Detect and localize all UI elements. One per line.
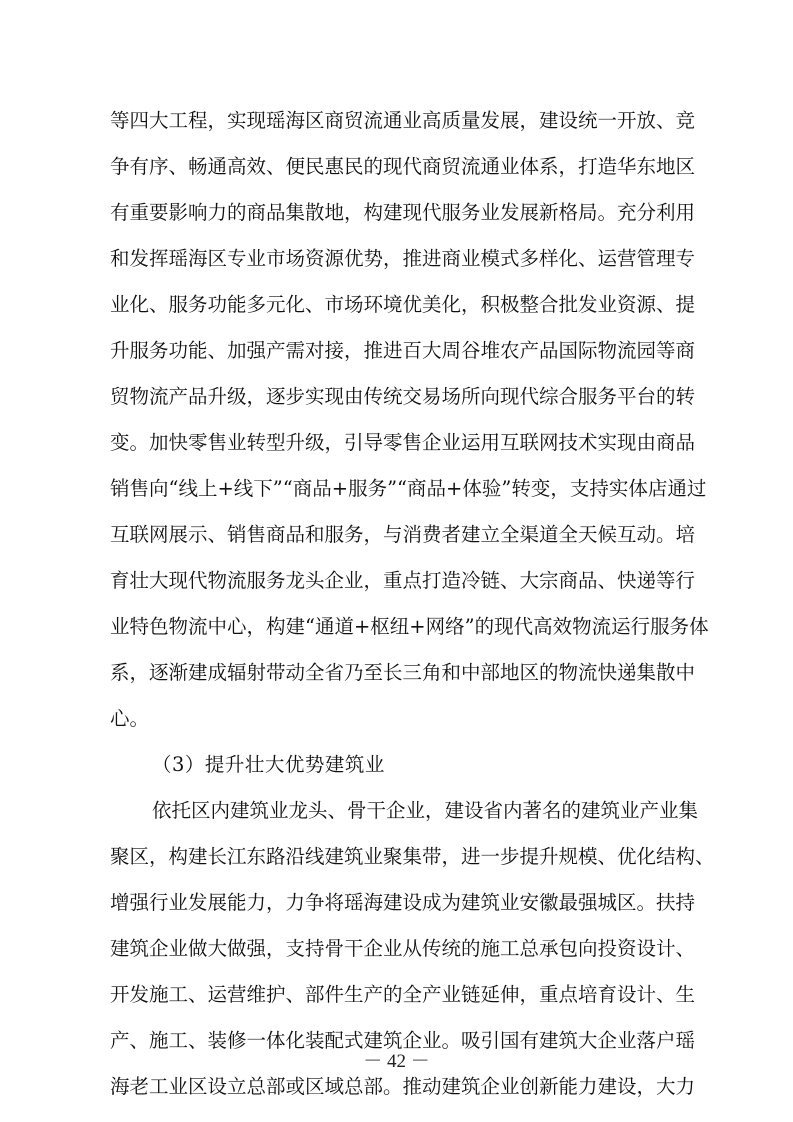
line-text: 和发挥瑶海区专业市场资源优势，推进商业模式多样化、运营管理专 [110,247,696,270]
body-text-line [0,1070,793,1104]
line-text: 销售向“线上+线下”“商品+服务”“商品+体验”转变，支持实体店通过 [110,477,707,500]
body-text-line [0,518,793,552]
body-text-line [0,978,793,1012]
body-text-line [0,610,793,644]
body-text-line [0,932,793,966]
line-text: 业化、服务功能多元化、市场环境优美化，积极整合批发业资源、提 [110,293,696,316]
section-heading [0,748,793,782]
line-text: 有重要影响力的商品集散地，构建现代服务业发展新格局。充分利用 [110,201,696,224]
line-text: 增强行业发展能力，力争将瑶海建设成为建筑业安徽最强城区。扶持 [110,891,696,914]
body-text-line [0,794,793,828]
line-text: 建筑企业做大做强，支持骨干企业从传统的施工总承包向投资设计、 [110,937,696,960]
line-text: 海老工业区设立总部或区域总部。推动建筑企业创新能力建设，大力 [110,1075,696,1098]
line-text: 育壮大现代物流服务龙头企业，重点打造冷链、大宗商品、快递等行 [110,569,696,592]
line-text: 聚区，构建长江东路沿线建筑业聚集带，进一步提升规模、优化结构、 [110,845,715,868]
line-text: 开发施工、运营维护、部件生产的全产业链延伸，重点培育设计、生 [110,983,696,1006]
line-text: 业特色物流中心，构建“通道+枢纽+网络”的现代高效物流运行服务体 [110,615,709,638]
line-text: 升服务功能、加强产需对接，推进百大周谷堆农产品国际物流园等商 [110,339,696,362]
page-number: － 42 － [363,1051,430,1072]
body-text-line [0,564,793,598]
line-text: 心。 [110,707,150,730]
line-text: 争有序、畅通高效、便民惠民的现代商贸流通业体系，打造华东地区 [110,155,696,178]
body-text-line [0,472,793,506]
line-text: 依托区内建筑业龙头、骨干企业，建设省内著名的建筑业产业集 [152,799,699,822]
body-text-line [0,196,793,230]
line-text: 等四大工程，实现瑶海区商贸流通业高质量发展，建设统一开放、竞 [110,109,696,132]
body-text-line [0,242,793,276]
line-text: 贸物流产品升级，逐步实现由传统交易场所向现代综合服务平台的转 [110,385,696,408]
body-text-line [0,702,793,736]
body-text-line [0,840,793,874]
line-text: 产、施工、装修一体化装配式建筑企业。吸引国有建筑大企业落户瑶 [110,1029,696,1052]
section-heading-text: （3）提升壮大优势建筑业 [152,753,385,776]
line-text: 变。加快零售业转型升级，引导零售企业运用互联网技术实现由商品 [110,431,696,454]
body-text-line [0,150,793,184]
line-text: 系，逐渐建成辐射带动全省乃至长三角和中部地区的物流快递集散中 [110,661,696,684]
body-text-line [0,104,793,138]
body-text-line [0,426,793,460]
body-text-line [0,656,793,690]
body-text-line [0,288,793,322]
body-text-line [0,380,793,414]
line-text: 互联网展示、销售商品和服务，与消费者建立全渠道全天候互动。培 [110,523,696,546]
body-text-line [0,334,793,368]
body-text-line [0,886,793,920]
